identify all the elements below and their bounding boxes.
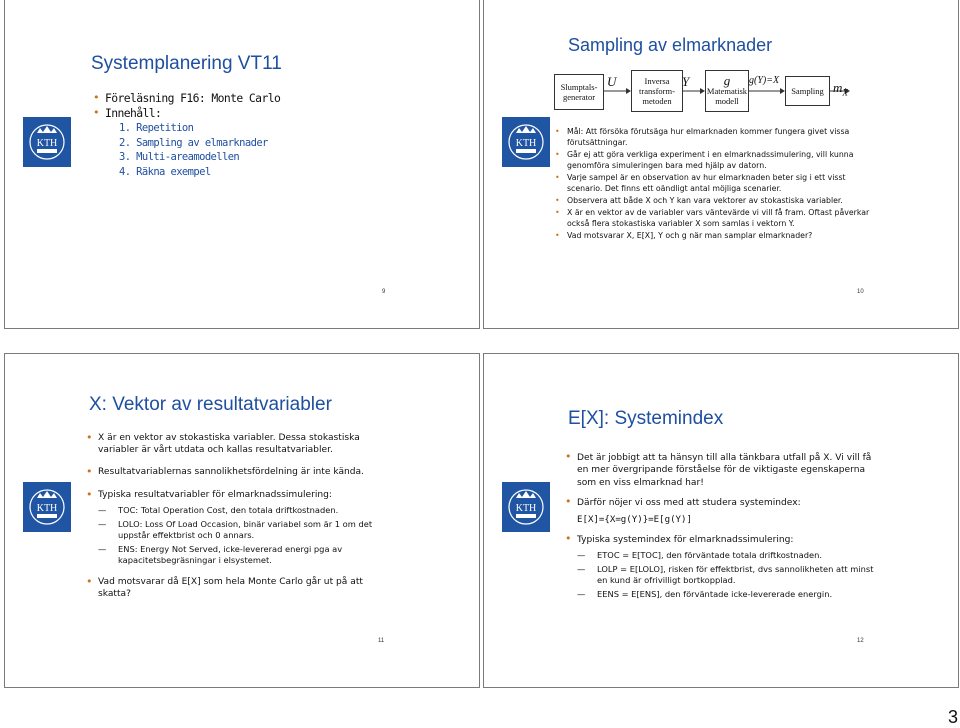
random-generator-box: Slumptals-generator (554, 74, 604, 110)
list-item: • Därför nöjer vi oss med att studera systemindex: E[X]={X=g(Y)}=E[g(Y)] (563, 497, 883, 527)
list-item: • Mål: Att försöka förutsäga hur elmarknaden kommer fungera givet vissa förutsättningar. (553, 127, 873, 149)
slide-3-bullets (84, 433, 384, 612)
slide-2 (483, 0, 959, 329)
slide-4 (483, 353, 959, 688)
slide-2-title: Sampling av elmarknader (568, 35, 773, 55)
list-item: • Det är jobbigt att ta hänsyn till alla tänkbara utfall på X. Vi vill få en mer övergripande förståelse för de viktigaste egenskaperna som en viss elmarknad har! (563, 452, 883, 489)
kth-logo (502, 117, 550, 167)
slide-3 (4, 353, 480, 688)
list-item: • Vad motsvarar X, E[X], Y och g när man samplar elmarknader? (553, 231, 873, 242)
sheet-page-number: 3 (948, 707, 959, 727)
svg-text:KTH: KTH (36, 138, 58, 149)
page-number: 9 (382, 289, 386, 295)
list-item: 4. Räkna exempel (119, 165, 211, 178)
page-number: 10 (857, 289, 864, 295)
list-item: — ETOC = E[TOC], den förväntade totala driftkostnaden. (577, 550, 883, 561)
kth-crown-icon (502, 117, 550, 167)
kth-crown-icon (502, 482, 550, 532)
list-item: 2. Sampling av elmarknader (119, 136, 268, 149)
math-model-box (705, 70, 749, 112)
slide-1 (4, 0, 480, 329)
svg-text:KTH: KTH (515, 503, 537, 514)
list-item: • Varje sampel är en observation av hur elmarknaden beter sig i ett visst scenario. Det finns ett oändligt antal möjliga scenarier. (553, 173, 873, 195)
list-item: • Typiska systemindex för elmarknadssimulering: — ETOC = E[TOC], den förväntade totala driftkostnaden. — LOLP = E[LOLO], risken för effektbrist, dvs sannolikheten att minst en kund är ofrivilligt bortkopplad. — EENS = E[ENS], den förväntade icke-levererade energin. (563, 534, 883, 600)
kth-logo (23, 117, 71, 167)
model-caption: Matematisk modell (706, 86, 748, 106)
list-item: • Typiska resultatvariabler för elmarknadssimulering: — TOC: Total Operation Cost, den totala driftkostnaden. — LOLO: Loss Of Load Occasion, binär variabel som är 1 om det uppstår effektbrist och 0 annars. — ENS: Energy Not Served, icke-levererad energi pga av kapacitetsbegräsningar i elsystemet. (84, 490, 384, 567)
slide-2-bullets (553, 127, 873, 243)
svg-text:KTH: KTH (36, 503, 58, 514)
slide-4-bullets (563, 452, 883, 608)
contents-list (105, 121, 280, 179)
list-item: • Observera att både X och Y kan vara vektorer av stokastiska variabler. (553, 196, 873, 207)
list-item: — TOC: Total Operation Cost, den totala driftkostnaden. (98, 505, 384, 516)
list-item: • Resultatvariablernas sannolikhetsfördelning är inte kända. (84, 467, 384, 479)
list-item: • Går ej att göra verkliga experiment i en elmarknadssimulering, vill kunna genomföra simuleringen bara med hjälp av datorn. (553, 150, 873, 172)
list-item: — EENS = E[ENS], den förväntade icke-levererade energin. (577, 589, 883, 600)
kth-logo (23, 482, 71, 532)
list-item: • Innehåll: 1. Repetition 2. Sampling av elmarknader 3. Multi-areamodellen 4. Räkna exempel (91, 106, 280, 179)
result-variables-list (98, 505, 384, 566)
label-y: Y (682, 74, 690, 89)
list-item: • X är en vektor av de variabler vars väntevärde vi vill få fram. Oftast påverkar också flera stokastiska variabler X som samlas i vektorn Y. (553, 208, 873, 230)
page-number: 12 (857, 638, 864, 644)
list-item: — ENS: Energy Not Served, icke-levererad energi pga av kapacitetsbegräsningar i elsystemet. (98, 544, 384, 566)
svg-text:KTH: KTH (515, 138, 537, 149)
list-item: • Föreläsning F16: Monte Carlo (91, 91, 280, 106)
page-number: 11 (378, 638, 385, 644)
kth-crown-icon (23, 117, 71, 167)
kth-logo (502, 482, 550, 532)
list-item: 1. Repetition (119, 122, 194, 134)
label-m: $m_X$ (833, 80, 848, 98)
formula: E[X]={X=g(Y)}=E[g(Y)] (577, 515, 692, 526)
system-index-list (577, 550, 883, 600)
list-item: • X är en vektor av stokastiska variabler. Dessa stokastiska variabler är vårt utdata och kallas resultatvariabler. (84, 433, 384, 456)
slide-1-title: Systemplanering VT11 (91, 53, 282, 74)
list-item: — LOLO: Loss Of Load Occasion, binär variabel som är 1 om det uppstår effektbrist och 0 annars. (98, 519, 384, 541)
model-function-label: g (723, 73, 731, 88)
sampling-box: Sampling (785, 76, 830, 106)
inverse-transform-box: Inversa transform-metoden (631, 70, 683, 112)
label-u: U (607, 74, 617, 89)
kth-crown-icon (23, 482, 71, 532)
slide-1-bullets (91, 91, 280, 179)
slide-4-title: E[X]: Systemindex (568, 408, 724, 429)
list-item: 3. Multi-areamodellen (119, 151, 240, 163)
list-item: — LOLP = E[LOLO], risken för effektbrist, dvs sannolikheten att minst en kund är ofrivilligt bortkopplad. (577, 564, 883, 586)
list-item: • Vad motsvarar då E[X] som hela Monte Carlo går ut på att skatta? (84, 577, 384, 600)
slide-3-title: X: Vektor av resultatvariabler (89, 394, 332, 415)
label-gy: g(Y)=X (749, 75, 780, 86)
